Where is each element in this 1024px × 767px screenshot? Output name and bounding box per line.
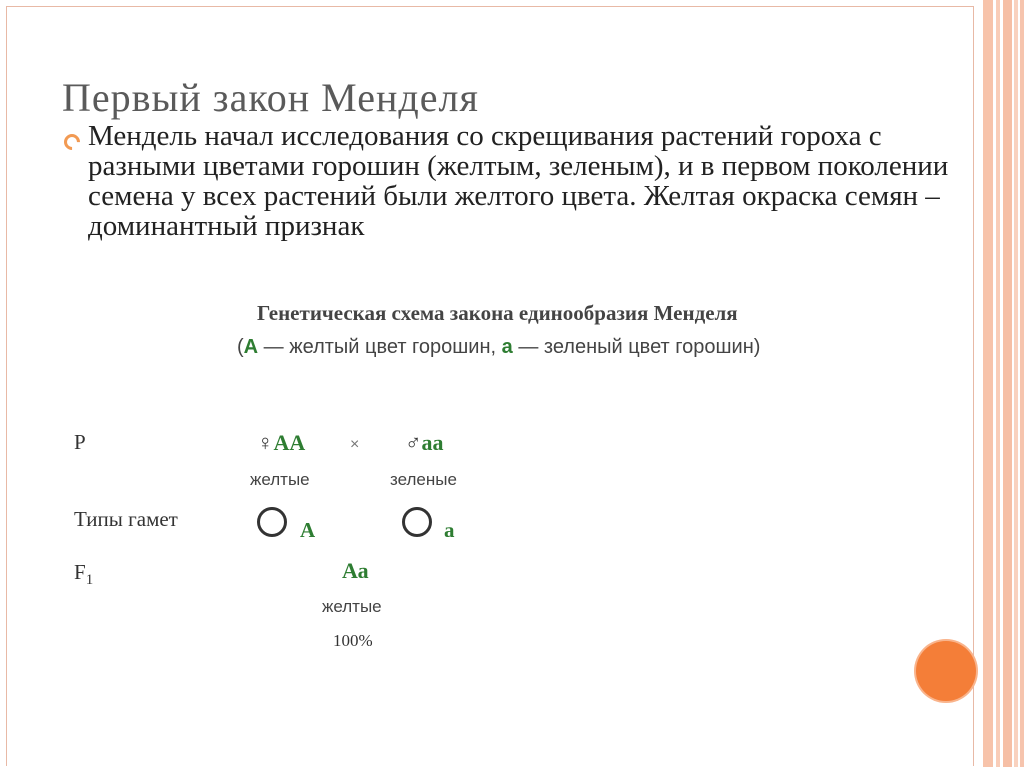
legend-dominant-allele: А (243, 336, 259, 358)
gamete-circle-icon (402, 507, 432, 537)
cross-sign: × (350, 436, 360, 453)
male-parent-genotype (405, 430, 444, 456)
row-label-gametes: Типы гамет (74, 507, 178, 531)
offspring-phenotype: желтые (322, 597, 382, 616)
decorative-stripe (1003, 0, 1012, 767)
decorative-circle (916, 641, 976, 701)
scheme-title: Генетическая схема закона единообразия Менделя (257, 301, 738, 325)
legend-recessive-allele: а (501, 336, 513, 358)
legend-open-paren: ( (237, 336, 244, 358)
slide-title: Первый закон Менделя (62, 75, 479, 120)
decorative-stripe (1014, 0, 1018, 767)
f1-subscript: 1 (85, 572, 94, 589)
female-gamete-allele: А (300, 518, 316, 542)
male-symbol-icon: ♂ (405, 430, 422, 455)
gamete-circle-icon (257, 507, 287, 537)
female-parent-phenotype: желтые (250, 470, 310, 489)
scheme-legend (237, 336, 760, 359)
legend-recessive-text: — зеленый цвет горошин) (512, 336, 761, 358)
offspring-percent: 100% (333, 631, 373, 650)
decorative-stripe (1020, 0, 1024, 767)
decorative-stripe (983, 0, 993, 767)
f1-letter: F (74, 560, 86, 584)
offspring-genotype-text: Аа (342, 558, 369, 583)
male-gamete-allele: а (444, 518, 455, 542)
female-genotype: АА (273, 430, 306, 455)
row-label-f1 (74, 560, 93, 589)
female-parent-genotype (257, 430, 305, 456)
male-genotype: аа (421, 430, 444, 455)
legend-dominant-text: — желтый цвет горошин, (258, 336, 502, 358)
row-label-parents: P (74, 430, 86, 454)
decorative-stripe (996, 0, 1000, 767)
bullet-text: Мендель начал исследования со скрещивания растений гороха с разными цветами горошин (желтым, зеленым), и в первом поколении семена у всех растений были желтого цвета. Желтая окраска семян – доминантный признак (88, 120, 949, 242)
offspring-genotype (342, 558, 369, 584)
male-parent-phenotype: зеленые (390, 470, 457, 489)
female-symbol-icon: ♀ (257, 430, 274, 455)
